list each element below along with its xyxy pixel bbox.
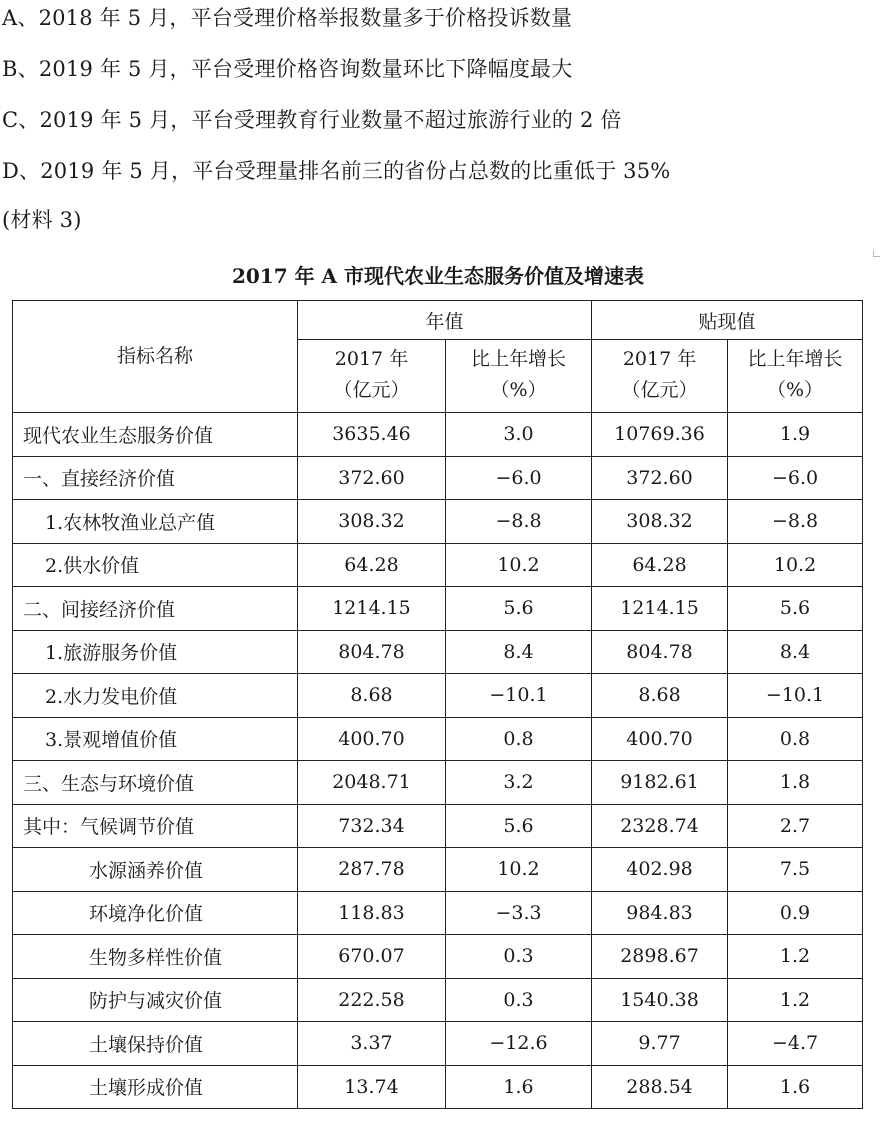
annual-value-cell: 118.83 bbox=[298, 891, 446, 935]
header-discount-2017: 2017 年 （亿元） bbox=[592, 340, 728, 413]
table-row bbox=[13, 674, 863, 718]
header-discounted-value: 贴现值 bbox=[592, 301, 863, 340]
discount-growth-cell: 0.9 bbox=[728, 891, 863, 935]
annual-value-cell: 1214.15 bbox=[298, 587, 446, 631]
indicator-name-cell: 土壤保持价值 bbox=[13, 1022, 298, 1066]
annual-growth-cell: 3.0 bbox=[446, 413, 592, 457]
discount-value-cell: 402.98 bbox=[592, 848, 728, 892]
corner-mark bbox=[873, 250, 880, 257]
annual-growth-cell: 10.2 bbox=[446, 543, 592, 587]
annual-growth-cell: −8.8 bbox=[446, 500, 592, 544]
indicator-name-cell: 二、间接经济价值 bbox=[13, 587, 298, 631]
discount-growth-cell: 1.9 bbox=[728, 413, 863, 457]
annual-value-cell: 732.34 bbox=[298, 804, 446, 848]
annual-value-cell: 13.74 bbox=[298, 1065, 446, 1109]
annual-value-cell: 2048.71 bbox=[298, 761, 446, 805]
annual-growth-cell: 0.8 bbox=[446, 717, 592, 761]
table-row bbox=[13, 717, 863, 761]
indicator-name-cell: 3.景观增值价值 bbox=[13, 717, 298, 761]
discount-value-cell: 9182.61 bbox=[592, 761, 728, 805]
discount-value-cell: 1214.15 bbox=[592, 587, 728, 631]
discount-growth-cell: 5.6 bbox=[728, 587, 863, 631]
discount-value-cell: 804.78 bbox=[592, 630, 728, 674]
indicator-name-cell: 其中：气候调节价值 bbox=[13, 804, 298, 848]
table-row bbox=[13, 935, 863, 979]
data-table bbox=[12, 300, 863, 1109]
annual-growth-cell: 10.2 bbox=[446, 848, 592, 892]
header-annual-value: 年值 bbox=[298, 301, 592, 340]
indicator-name-cell: 环境净化价值 bbox=[13, 891, 298, 935]
annual-value-cell: 670.07 bbox=[298, 935, 446, 979]
indicator-name-cell: 一、直接经济价值 bbox=[13, 456, 298, 500]
annual-growth-cell: 1.6 bbox=[446, 1065, 592, 1109]
table-row bbox=[13, 456, 863, 500]
option-a: A、2018 年 5 月，平台受理价格举报数量多于价格投诉数量 bbox=[2, 6, 573, 30]
table-title: 2017 年 A 市现代农业生态服务价值及增速表 bbox=[231, 264, 645, 288]
indicator-name-cell: 水源涵养价值 bbox=[13, 848, 298, 892]
annual-value-cell: 372.60 bbox=[298, 456, 446, 500]
annual-value-cell: 3.37 bbox=[298, 1022, 446, 1066]
discount-growth-cell: −4.7 bbox=[728, 1022, 863, 1066]
annual-growth-cell: 0.3 bbox=[446, 978, 592, 1022]
annual-growth-cell: −3.3 bbox=[446, 891, 592, 935]
indicator-name-cell: 1.旅游服务价值 bbox=[13, 630, 298, 674]
option-c: C、2019 年 5 月，平台受理教育行业数量不超过旅游行业的 2 倍 bbox=[2, 108, 622, 132]
discount-growth-cell: −6.0 bbox=[728, 456, 863, 500]
annual-value-cell: 222.58 bbox=[298, 978, 446, 1022]
discount-growth-cell: 1.2 bbox=[728, 978, 863, 1022]
discount-value-cell: 2898.67 bbox=[592, 935, 728, 979]
discount-growth-cell: −10.1 bbox=[728, 674, 863, 718]
discount-growth-cell: 10.2 bbox=[728, 543, 863, 587]
annual-growth-cell: −12.6 bbox=[446, 1022, 592, 1066]
discount-growth-cell: 0.8 bbox=[728, 717, 863, 761]
table-row bbox=[13, 630, 863, 674]
discount-growth-cell: 2.7 bbox=[728, 804, 863, 848]
header-annual-2017: 2017 年 （亿元） bbox=[298, 340, 446, 413]
annual-value-cell: 3635.46 bbox=[298, 413, 446, 457]
discount-value-cell: 400.70 bbox=[592, 717, 728, 761]
discount-growth-cell: 1.6 bbox=[728, 1065, 863, 1109]
discount-value-cell: 288.54 bbox=[592, 1065, 728, 1109]
annual-growth-cell: 8.4 bbox=[446, 630, 592, 674]
discount-value-cell: 8.68 bbox=[592, 674, 728, 718]
table-row bbox=[13, 500, 863, 544]
annual-growth-cell: −6.0 bbox=[446, 456, 592, 500]
option-d: D、2019 年 5 月，平台受理量排名前三的省份占总数的比重低于 35% bbox=[2, 159, 671, 183]
indicator-name-cell: 三、生态与环境价值 bbox=[13, 761, 298, 805]
indicator-name-cell: 2.供水价值 bbox=[13, 543, 298, 587]
indicator-name-cell: 现代农业生态服务价值 bbox=[13, 413, 298, 457]
indicator-name-cell: 土壤形成价值 bbox=[13, 1065, 298, 1109]
discount-growth-cell: 1.8 bbox=[728, 761, 863, 805]
discount-value-cell: 64.28 bbox=[592, 543, 728, 587]
annual-growth-cell: 3.2 bbox=[446, 761, 592, 805]
discount-growth-cell: 7.5 bbox=[728, 848, 863, 892]
table-row bbox=[13, 587, 863, 631]
discount-growth-cell: 8.4 bbox=[728, 630, 863, 674]
table-row bbox=[13, 891, 863, 935]
header-indicator-name: 指标名称 bbox=[13, 301, 298, 413]
annual-growth-cell: 5.6 bbox=[446, 587, 592, 631]
discount-value-cell: 372.60 bbox=[592, 456, 728, 500]
table-row bbox=[13, 1022, 863, 1066]
discount-value-cell: 1540.38 bbox=[592, 978, 728, 1022]
annual-growth-cell: −10.1 bbox=[446, 674, 592, 718]
table-row bbox=[13, 848, 863, 892]
header-discount-growth: 比上年增长 （%） bbox=[728, 340, 863, 413]
discount-value-cell: 9.77 bbox=[592, 1022, 728, 1066]
discount-value-cell: 10769.36 bbox=[592, 413, 728, 457]
material-label: (材料 3) bbox=[2, 208, 82, 232]
annual-growth-cell: 5.6 bbox=[446, 804, 592, 848]
discount-value-cell: 2328.74 bbox=[592, 804, 728, 848]
annual-value-cell: 8.68 bbox=[298, 674, 446, 718]
annual-value-cell: 64.28 bbox=[298, 543, 446, 587]
header-annual-growth: 比上年增长 （%） bbox=[446, 340, 592, 413]
discount-growth-cell: 1.2 bbox=[728, 935, 863, 979]
indicator-name-cell: 生物多样性价值 bbox=[13, 935, 298, 979]
table-row bbox=[13, 413, 863, 457]
annual-value-cell: 308.32 bbox=[298, 500, 446, 544]
table-row bbox=[13, 543, 863, 587]
indicator-name-cell: 1.农林牧渔业总产值 bbox=[13, 500, 298, 544]
table-row bbox=[13, 804, 863, 848]
annual-value-cell: 400.70 bbox=[298, 717, 446, 761]
discount-growth-cell: −8.8 bbox=[728, 500, 863, 544]
indicator-name-cell: 2.水力发电价值 bbox=[13, 674, 298, 718]
discount-value-cell: 984.83 bbox=[592, 891, 728, 935]
table-row bbox=[13, 761, 863, 805]
annual-value-cell: 804.78 bbox=[298, 630, 446, 674]
table-row bbox=[13, 978, 863, 1022]
annual-value-cell: 287.78 bbox=[298, 848, 446, 892]
discount-value-cell: 308.32 bbox=[592, 500, 728, 544]
option-b: B、2019 年 5 月，平台受理价格咨询数量环比下降幅度最大 bbox=[2, 57, 573, 81]
annual-growth-cell: 0.3 bbox=[446, 935, 592, 979]
table-row bbox=[13, 1065, 863, 1109]
indicator-name-cell: 防护与减灾价值 bbox=[13, 978, 298, 1022]
